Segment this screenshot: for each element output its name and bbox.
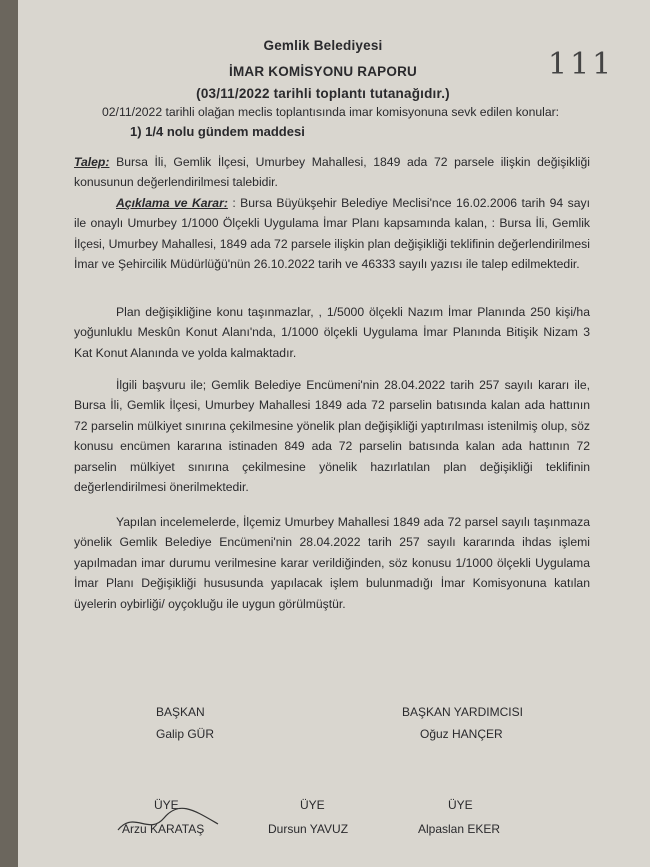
agenda-item: 1) 1/4 nolu gündem maddesi: [130, 124, 305, 139]
uye3-name: Alpaslan EKER: [418, 822, 501, 836]
uye1-role: ÜYE: [154, 798, 179, 812]
uye2-name: Dursun YAVUZ: [268, 822, 349, 836]
paragraph-plan: Plan değişikliğine konu taşınmazlar, , 1/5000 ölçekli Nazım İmar Planında 250 kişi/ha yoğunluklu Meskûn Konut Alanı'nda, 1/1000 ölçekli Uygulama İmar Planında Bitişik Nizam 3 Kat Konut Alanında ve yolda kalmaktadır.: [74, 305, 590, 360]
uye2-role: ÜYE: [300, 798, 325, 812]
signature-scribble: [114, 800, 224, 840]
report-subtitle: (03/11/2022 tarihli toplantı tutanağıdır.): [196, 86, 450, 101]
aciklama-paragraph: [74, 193, 590, 275]
talep-text: Bursa İli, Gemlik İlçesi, Umurbey Mahallesi, 1849 ada 72 parsele ilişkin değişikliği konusunun değerlendirilmesi talebidir.: [74, 155, 590, 190]
handwritten-mark: 111: [548, 47, 615, 82]
baskan-yrd-name: Oğuz HANÇER: [420, 727, 503, 741]
page-shadow: [0, 0, 18, 867]
aciklama-text: : Bursa Büyükşehir Belediye Meclisi'nce 16.02.2006 tarih 94 sayı ile onaylı Umurbey 1/1000 Ölçekli Uygulama İmar Planı kapsamında kalan, : Bursa İli, Gemlik İlçesi, Umurbey Mahallesi, 1849 ada 72 parsele ilişkin plan değişikliği teklifinin değerlendirilmesi İmar ve Şehircilik Müdürlüğü'nün 26.10.2022 tarih ve 46333 sayılı yazısı ile talep edilmektedir.: [74, 196, 590, 272]
baskan-role: BAŞKAN: [156, 705, 205, 719]
baskan-name: Galip GÜR: [156, 727, 215, 741]
document-page: [18, 0, 650, 867]
uye1-name: Arzu KARATAŞ: [122, 822, 205, 836]
talep-label: Talep:: [74, 155, 110, 169]
uye3-role: ÜYE: [448, 798, 473, 812]
paragraph-inceleme: Yapılan incelemelerde, İlçemiz Umurbey Mahallesi 1849 ada 72 parsel sayılı taşınmaza yönelik Gemlik Belediye Encümeni'nin 28.04.2022 tarih 257 sayılı kararında ihdas işlemi yapılmadan imar durumu verilmesine karar verildiğinden, söz konusu 1/1000 ölçekli Uygulama İmar Planı Değişikliği hususunda yapılacak işlem bulunmadığı İmar Komisyonuna katılan üyelerin oybirliği/ oyçokluğu ile uygun görülmüştür.: [74, 515, 590, 611]
paragraph-basvuru: İlgili başvuru ile; Gemlik Belediye Encümeni'nin 28.04.2022 tarih 257 sayılı kararı ile, Bursa İli, Gemlik İlçesi, Umurbey Mahallesi 1849 ada 72 parselin batısında kalan ada hattının 72 parselin mülkiyet sınırına çekilmesine yönelik plan değişikliği yaptırılması istenilmiş olup, söz konusu encümen kararına istinaden 849 ada 72 parselin batısında kalan ada hattının 72 parselin mülkiyet sınırına çekilmesine yönelik hazırlatılan plan değişikliği teklifinin değerlendirilmesi önerilmektedir.: [74, 378, 590, 495]
intro-line: 02/11/2022 tarihli olağan meclis toplantısında imar komisyonuna sevk edilen konular:: [102, 105, 560, 119]
report-title: İMAR KOMİSYONU RAPORU: [229, 64, 417, 79]
org-name: Gemlik Belediyesi: [263, 38, 383, 53]
baskan-yrd-role: BAŞKAN YARDIMCISI: [402, 705, 523, 719]
aciklama-label: Açıklama ve Karar:: [116, 196, 228, 210]
talep-paragraph: [74, 152, 590, 193]
